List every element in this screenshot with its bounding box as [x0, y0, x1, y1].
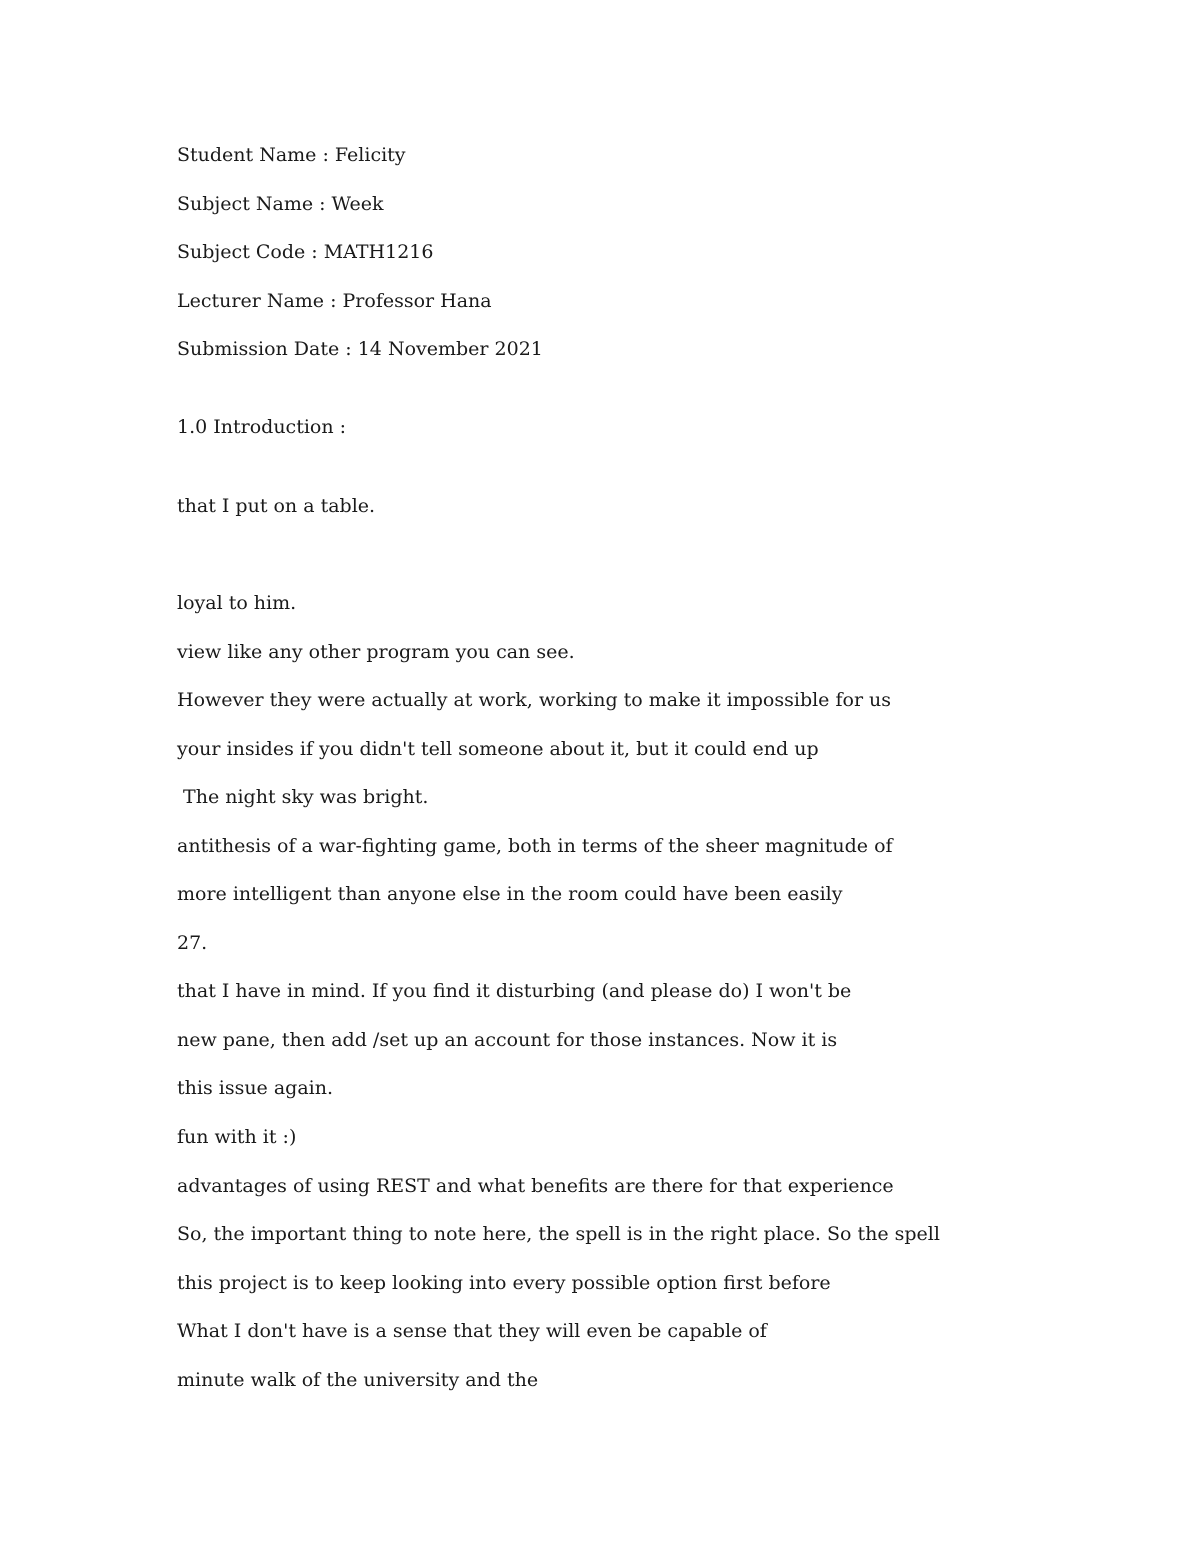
body-line: So, the important thing to note here, the spell is in the right place. So the spell [177, 1223, 940, 1245]
body-line: more intelligent than anyone else in the room could have been easily [177, 883, 843, 905]
subject-name-line: Subject Name : Week [177, 193, 384, 215]
body-line: fun with it :) [177, 1126, 297, 1148]
section-heading: 1.0 Introduction : [177, 416, 347, 438]
body-line: minute walk of the university and the [177, 1369, 539, 1391]
body-line: that I put on a table. [177, 495, 376, 517]
body-line: What I don't have is a sense that they will even be capable of [177, 1320, 767, 1342]
body-line: 27. [177, 932, 208, 954]
body-line: view like any other program you can see. [177, 641, 575, 663]
body-line: The night sky was bright. [177, 786, 429, 808]
subject-code-line: Subject Code : MATH1216 [177, 241, 434, 263]
body-line: this project is to keep looking into every possible option first before [177, 1272, 831, 1294]
body-line: advantages of using REST and what benefits are there for that experience [177, 1175, 894, 1197]
lecturer-name-line: Lecturer Name : Professor Hana [177, 290, 492, 312]
body-line: antithesis of a war-fighting game, both in terms of the sheer magnitude of [177, 835, 893, 857]
body-line: your insides if you didn't tell someone about it, but it could end up [177, 738, 819, 760]
body-line: this issue again. [177, 1077, 334, 1099]
body-line: loyal to him. [177, 592, 297, 614]
body-line: new pane, then add /set up an account for those instances. Now it is [177, 1029, 838, 1051]
body-line: that I have in mind. If you find it disturbing (and please do) I won't be [177, 980, 852, 1002]
student-name-line: Student Name : Felicity [177, 144, 406, 166]
submission-date-line: Submission Date : 14 November 2021 [177, 338, 543, 360]
body-line: However they were actually at work, working to make it impossible for us [177, 689, 892, 711]
